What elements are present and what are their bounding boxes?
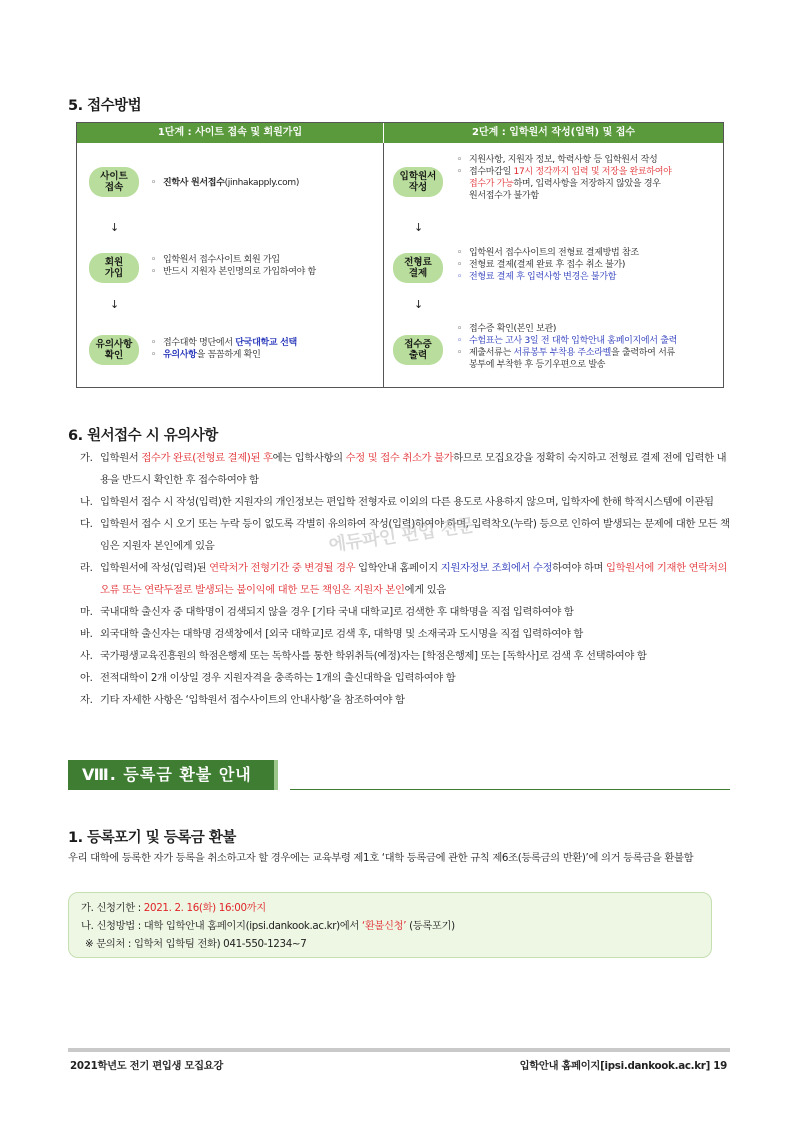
site-access-text: ◦ 진학사 원서접수(jinhakapply.com) — [151, 177, 376, 189]
note-text: 입학안내 홈페이지 — [355, 562, 441, 574]
footer-bar — [68, 1048, 730, 1052]
section-6-title: 6. 원서접수 시 유의사항 — [68, 428, 218, 444]
note-item — [80, 557, 730, 601]
notes-list — [80, 447, 730, 711]
note-text: 하여야 하며 — [552, 562, 607, 574]
note-marker: 나. — [80, 496, 93, 508]
note-text: 국내대학 출신자 중 대학명이 검색되지 않을 경우 [기타 국내 대학교]로 검색한 후 대학명을 직접 입력하여야 함 — [100, 606, 574, 618]
note-text: 입학원서에 작성(입력)된 — [100, 562, 210, 574]
note-text: 입학원서 — [100, 452, 142, 464]
note-text: 에는 입학사항의 — [272, 452, 346, 464]
footer-left: 2021학년도 전기 편입생 모집요강 — [70, 1060, 224, 1072]
step-signup: 회원 가입 — [89, 253, 139, 283]
note-marker: 바. — [80, 628, 93, 640]
refund-section-title: 1. 등록포기 및 등록금 환불 — [68, 830, 236, 846]
note-text: 지원자정보 조회에서 수정 — [440, 562, 553, 574]
fill-application-text: ◦ 지원사항, 지원자 정보, 학력사항 등 입학원서 작성 ◦ 접수마감일 17시 정각까지 입력 및 저장을 완료하여야 접수가 가능하며, 입력사항을 저장하지 않았을 경우 원서접수가 불가함 — [457, 154, 719, 202]
arrow-down-icon: ↓ — [110, 298, 120, 311]
note-text: 입학원서 접수 시 작성(입력)한 지원자의 개인정보는 편입학 전형자료 이외의 다른 용도로 사용하지 않으며, 입학자에 한해 학적시스템에 이관됨 — [100, 496, 714, 508]
refund-description: 우리 대학에 등록한 자가 등록을 취소하고자 할 경우에는 교육부령 제1호 ‘대학 등록금에 관한 규칙 제6조(등록금의 반환)’에 의거 등록금을 환불함 — [68, 852, 694, 864]
note-text: 전적대학이 2개 이상일 경우 지원자격을 충족하는 1개의 출신대학을 입력하여야 함 — [100, 672, 456, 684]
step-check-notes: 유의사항 확인 — [89, 335, 139, 365]
arrow-down-icon: ↓ — [110, 221, 120, 234]
note-marker: 마. — [80, 606, 93, 618]
note-text: 외국대학 출신자는 대학명 검색창에서 [외국 대학교]로 검색 후, 대학명 및 소재국과 도시명을 직접 입력하여야 함 — [100, 628, 584, 640]
note-marker: 다. — [80, 518, 93, 530]
fee-payment-text: ◦ 입학원서 접수사이트의 전형료 결제방법 참조 ◦ 전형료 결제(결제 완료 후 접수 취소 불가) ◦ 전형료 결제 후 입력사항 변경은 불가함 — [457, 247, 719, 283]
note-text: 하므로 모집요강을 정확히 숙지하고 전형료 결제 전에 입력한 내용을 반드시 확인한 후 접수하여야 함 — [100, 452, 727, 486]
step-site-access: 사이트 접속 — [89, 167, 139, 197]
application-flow-table — [76, 122, 724, 388]
arrow-down-icon: ↓ — [414, 298, 424, 311]
chapter-banner: Ⅷ. 등록금 환불 안내 — [68, 760, 274, 790]
step-print-receipt: 접수증 출력 — [393, 335, 443, 365]
step-fill-application: 입학원서 작성 — [393, 167, 443, 197]
step1-header: 1단계 : 사이트 접속 및 회원가입 — [77, 123, 383, 143]
note-marker: 아. — [80, 672, 93, 684]
check-notes-text: ◦ 접수대학 명단에서 단국대학교 선택 ◦ 유의사항을 꼼꼼하게 확인 — [151, 337, 376, 361]
print-receipt-text: ◦ 접수증 확인(본인 보관) ◦ 수험표는 고사 3일 전 대학 입학안내 홈페이지에서 출력 ◦ 제출서류는 서류봉투 부착용 주소라벨을 출력하여 서류 봉투에 부착한 후 등기우편으로 발송 — [457, 323, 719, 371]
banner-accent — [274, 760, 278, 790]
column-divider — [383, 143, 384, 387]
arrow-down-icon: ↓ — [414, 221, 424, 234]
note-text: 에게 있음 — [404, 584, 446, 596]
refund-contact: ※ 문의처 : 입학처 입학팀 전화) 041-550-1234~7 — [85, 938, 307, 950]
note-text: 연락처가 전형기간 중 변경될 경우 — [209, 562, 356, 574]
step-fee-payment: 전형료 결제 — [393, 253, 443, 283]
note-text: 기타 자세한 사항은 ‘입학원서 접수사이트의 안내사항’을 참조하여야 함 — [100, 694, 405, 706]
note-item — [80, 623, 730, 645]
note-item — [80, 645, 730, 667]
refund-method: 나. 신청방법 : 대학 입학안내 홈페이지(ipsi.dankook.ac.kr)에서 ‘환불신청’ (등록포기) — [81, 920, 455, 932]
note-text: 입학원서에 기재한 연락처의 오류 또는 연락두절로 발생되는 불이익에 대한 모든 책임은 지원자 본인 — [100, 562, 728, 596]
step2-header: 2단계 : 입학원서 작성(입력) 및 접수 — [384, 123, 723, 143]
note-item — [80, 689, 730, 711]
note-item — [80, 447, 730, 491]
note-item — [80, 491, 730, 513]
note-marker: 자. — [80, 694, 93, 706]
note-text: 접수가 완료(전형료 결제)된 후 — [141, 452, 273, 464]
note-text: 국가평생교육진흥원의 학점은행제 또는 독학사를 통한 학위취득(예정)자는 [학점은행제] 또는 [독학사]로 검색 후 선택하여야 함 — [100, 650, 647, 662]
footer-right: 입학안내 홈페이지[ipsi.dankook.ac.kr] 19 — [519, 1060, 727, 1072]
section-5-title: 5. 접수방법 — [68, 98, 142, 114]
note-item — [80, 601, 730, 623]
note-marker: 사. — [80, 650, 93, 662]
note-marker: 라. — [80, 562, 93, 574]
note-text: 수정 및 접수 취소가 불가 — [345, 452, 454, 464]
note-text: 입학원서 접수 시 오기 또는 누락 등이 없도록 각별히 유의하여 작성(입력)하여야 하며, 입력착오(누락) 등으로 인하여 발생되는 문제에 대한 모든 책임은 지원자 본인에게 있음 — [100, 518, 730, 552]
signup-text: ◦ 입학원서 접수사이트 회원 가입 ◦ 반드시 지원자 본인명의로 가입하여야 함 — [151, 254, 376, 278]
refund-deadline: 가. 신청기한 : 2021. 2. 16(화) 16:00까지 — [81, 902, 266, 914]
banner-underline — [290, 789, 730, 790]
refund-info-box — [68, 892, 712, 958]
watermark: 에듀파인 편입 전문 — [327, 514, 476, 557]
note-item — [80, 667, 730, 689]
note-marker: 가. — [80, 452, 93, 464]
